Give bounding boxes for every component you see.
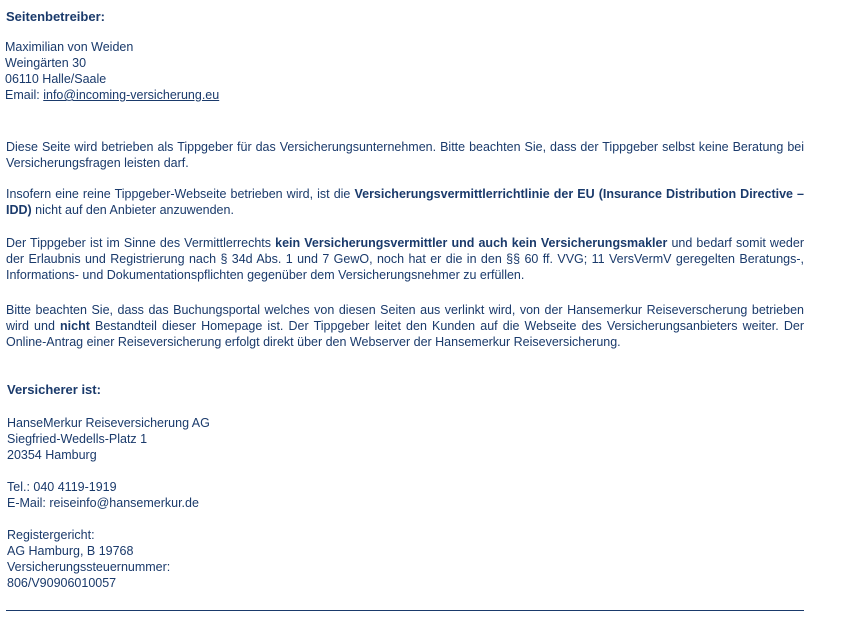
paragraph-3 <box>6 235 804 283</box>
tippgeber-notice: Diese Seite wird betrieben als Tippgeber für das Versicherungsunternehmen. Bitte beachten Sie, dass der Tippgeber selbst keine Beratung bei Versicherungsfragen leisten darf. <box>6 140 804 170</box>
idd-notice <box>6 186 804 218</box>
tax-number: 806/V90906010057 <box>7 576 117 590</box>
idd-notice-pre: Insofern eine reine Tippgeber-Webseite betrieben wird, ist die <box>6 187 355 201</box>
insurer-register <box>7 527 805 591</box>
portal-notice-post: Bestandteil dieser Homepage ist. Der Tippgeber leitet den Kunden auf die Webseite des Versicherungsanbieters weiter. Der Online-Antrag einer Reiseversicherung erfolgt direkt über den Webserver der Hansemerkur Reiseversicherung. <box>6 319 804 349</box>
register-court: AG Hamburg, B 19768 <box>7 544 134 558</box>
insurer-section <box>7 382 805 398</box>
portal-notice-bold: nicht <box>60 319 90 333</box>
portal-notice-pre: Bitte beachten Sie, dass das Buchungsportal welches von diesen Seiten aus verlinkt wird, von der Hansemerkur Reiseverscherung betrieben wird und <box>6 303 804 333</box>
paragraph-4 <box>6 302 804 350</box>
operator-section <box>6 9 804 25</box>
paragraph-1 <box>6 139 804 171</box>
operator-address <box>5 39 803 103</box>
intermediary-notice-post: und bedarf somit weder der Erlaubnis und Registrierung nach § 34d Abs. 1 und 7 GewO, noch hat er die in den §§ 60 ff. VVG; 11 VersVermV geregelten Beratungs-, Informations- und Dokumentationspflichten gegenüber dem Versicherungsnehmer zu erfüllen. <box>6 236 804 282</box>
operator-email-label: Email: <box>5 88 40 102</box>
portal-notice <box>6 302 804 350</box>
paragraph-2 <box>6 186 804 218</box>
insurer-address <box>7 415 805 463</box>
insurer-heading: Versicherer ist: <box>7 382 101 397</box>
intermediary-notice-bold: kein Versicherungsvermittler und auch kein Versicherungsmakler <box>275 236 668 250</box>
operator-name: Maximilian von Weiden <box>5 40 134 54</box>
operator-street: Weingärten 30 <box>5 56 87 70</box>
idd-notice-bold: Versicherungsvermittlerrichtlinie der EU (Insurance Distribution Directive – IDD) <box>6 187 804 217</box>
insurer-phone: Tel.: 040 4119-1919 <box>7 480 117 494</box>
footer-divider <box>6 610 804 611</box>
operator-heading: Seitenbetreiber: <box>6 9 105 24</box>
insurer-street: Siegfried-Wedells-Platz 1 <box>7 432 148 446</box>
operator-email-line <box>5 87 803 103</box>
insurer-name: HanseMerkur Reiseversicherung AG <box>7 416 210 430</box>
register-court-label: Registergericht: <box>7 528 95 542</box>
insurer-city: 20354 Hamburg <box>7 448 97 462</box>
idd-notice-post: nicht auf den Anbieter anzuwenden. <box>31 203 234 217</box>
insurer-contact <box>7 479 805 511</box>
operator-city: 06110 Halle/Saale <box>5 72 107 86</box>
tax-number-label: Versicherungssteuernummer: <box>7 560 171 574</box>
intermediary-notice-pre: Der Tippgeber ist im Sinne des Vermittlerrechts <box>6 236 276 250</box>
insurer-email: E-Mail: reiseinfo@hansemerkur.de <box>7 496 199 510</box>
operator-email-link[interactable]: info@incoming-versicherung.eu <box>43 88 220 102</box>
intermediary-notice <box>6 235 804 283</box>
